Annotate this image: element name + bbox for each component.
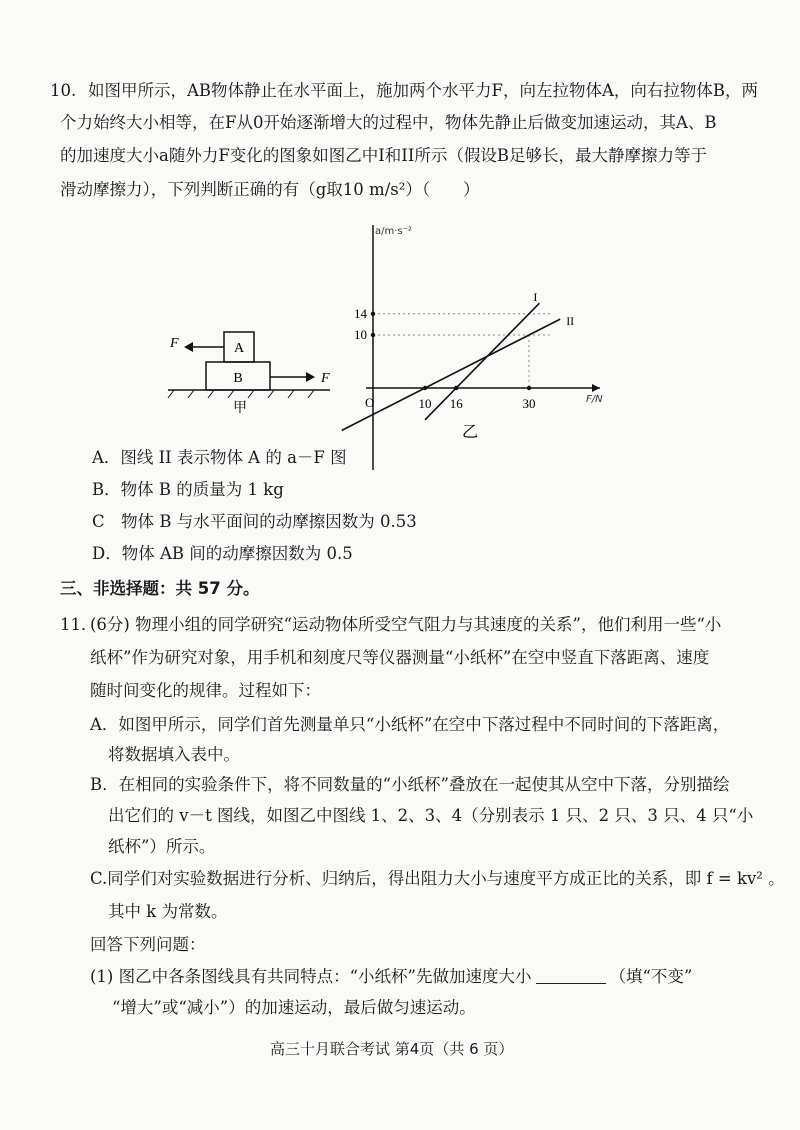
q10-number: 10. (50, 81, 77, 100)
q10-option-c: C 物体 B 与水平面间的动摩擦因数为 0.53 (92, 512, 417, 531)
y-axis-label: a/m·s⁻² (375, 226, 412, 237)
origin-label: O (365, 395, 375, 410)
q11-step-c-line2: 其中 k 为常数。 (108, 902, 228, 921)
y-tick-label-14: 14 (354, 305, 367, 321)
q11-step-b-line3: 纸杯”）所示。 (108, 837, 216, 856)
q11-number: 11． (60, 615, 98, 634)
block-a-label: A (233, 341, 245, 356)
x-axis-arrowhead (592, 384, 600, 392)
y-tick-label-10: 10 (354, 327, 367, 342)
page-footer: 高三十月联合考试 第4页（共 6 页） (270, 1040, 514, 1058)
figure-yi-caption: 乙 (461, 422, 479, 441)
q11-step-a-line1: A．如图甲所示，同学们首先测量单只“小纸杯”在空中下落过程中不同时间的下落距离， (90, 715, 730, 734)
q10-stem-line2: 个力始终大小相等，在F从0开始逐渐增大的过程中，物体先静止后做变加速运动，其A、B (60, 113, 717, 132)
q11-step-a-line2: 将数据填入表中。 (108, 745, 240, 764)
q11-step-c-line1: C.同学们对实验数据进行分析、归纳后，得出阻力大小与速度平方成正比的关系，即 f = kv² 。 (90, 869, 785, 888)
section-3-heading: 三、非选择题：共 57 分。 (60, 579, 260, 598)
figure-jia-caption: 甲 (233, 400, 247, 416)
q11-step-b-line2: 出它们的 v－t 图线，如图乙中图线 1、2、3、4（分别表示 1 只、2 只、3 只、4 只“小 (108, 806, 754, 825)
force-left-label: F (170, 336, 179, 351)
q11-stem-line3: 随时间变化的规律。过程如下： (90, 681, 321, 700)
q10-option-b: B．物体 B 的质量为 1 kg (92, 480, 284, 499)
x-tick-label-10: 10 (418, 396, 432, 411)
q10-option-a: A．图线 II 表示物体 A 的 a－F 图 (92, 448, 347, 467)
q11-answer-prompt: 回答下列问题： (90, 935, 206, 954)
series-label-II: II (566, 314, 575, 329)
force-right-arrow (270, 371, 330, 386)
q10-stem-line3: 的加速度大小a随外力F变化的图象如图乙中I和II所示（假设B足够长，最大静摩擦力等于 (60, 146, 707, 165)
q11-sub1-line1 (90, 966, 692, 988)
force-right-label: F (321, 371, 330, 386)
block-a (224, 332, 254, 362)
y-tick-dot-10 (371, 333, 375, 337)
series-label-I: I (533, 290, 538, 305)
q10-stem-line1: 如图甲所示，AB物体静止在水平面上，施加两个水平力F，向左拉物体A，向右拉物体B，两 (88, 81, 759, 100)
q11-sub1-text: (1) 图乙中各条图线具有共同特点：“小纸杯”先做加速度大小 (90, 967, 532, 986)
force-left-arrow (169, 336, 224, 352)
q10-stem-line4: 滑动摩擦力），下列判断正确的有（g取10 m/s²）（ ） (60, 180, 480, 199)
q11-sub1-line2: “增大”或“减小”）的加速运动，最后做匀速运动。 (112, 998, 476, 1017)
figure-jia (160, 320, 340, 430)
q11-stem-line2: 纸杯”作为研究对象，用手机和刻度尺等仪器测量“小纸杯”在空中竖直下落距离、速度 (90, 648, 710, 667)
ground (168, 390, 330, 398)
q11-stem-line1: (6分) 物理小组的同学研究“运动物体所受空气阻力与其速度的关系”，他们利用一些“小 (90, 615, 722, 634)
y-tick-dot-14 (371, 312, 375, 316)
x-axis-label: F/N (586, 394, 603, 405)
q10-option-d: D．物体 AB 间的动摩擦因数为 0.5 (92, 544, 353, 563)
q11-sub1-answer-blank[interactable] (536, 967, 606, 984)
q11-step-b-line1: B．在相同的实验条件下，将不同数量的“小纸杯”叠放在一起使其从空中下落，分别描绘 (90, 775, 730, 794)
x-tick-label-30: 30 (522, 396, 536, 411)
block-b-label: B (233, 371, 243, 386)
x-tick-dot-30 (527, 386, 531, 390)
figure-yi-chart (330, 215, 620, 480)
block-b (206, 362, 270, 390)
q11-sub1-hint: （填“不变” (609, 967, 693, 986)
x-tick-label-16: 16 (449, 396, 463, 411)
